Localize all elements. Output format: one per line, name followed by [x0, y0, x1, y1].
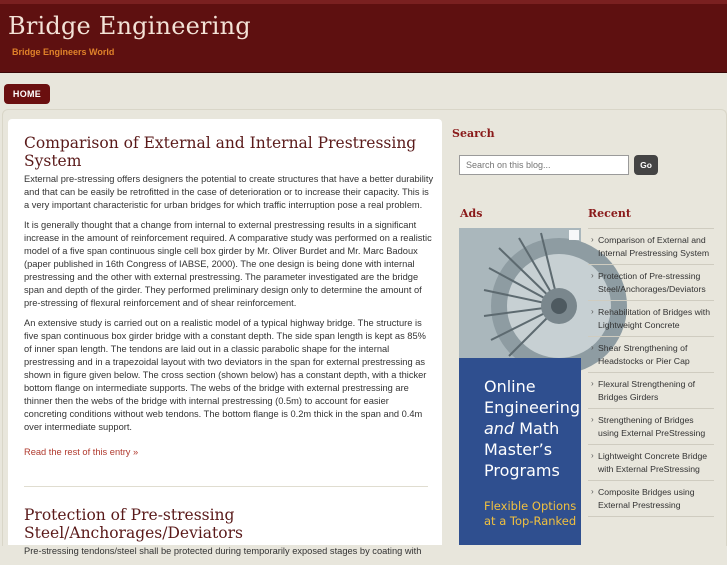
- read-more-link[interactable]: Read the rest of this entry »: [24, 447, 139, 457]
- search-heading: Search: [452, 127, 495, 140]
- bullet-icon: ›: [591, 271, 594, 280]
- recent-item[interactable]: › Rehabilitation of Bridges with Lightweight Concrete: [588, 301, 714, 337]
- ad-info-icon[interactable]: [569, 230, 579, 240]
- turbine-image: [459, 228, 581, 358]
- recent-item[interactable]: › Shear Strengthening of Headstocks or Pier Cap: [588, 337, 714, 373]
- header-band: [0, 0, 727, 4]
- nav-home-tab[interactable]: HOME: [4, 84, 50, 104]
- post-paragraph: Pre-stressing tendons/steel shall be protected during temporarily exposed stages by coating with: [24, 546, 422, 556]
- post: [24, 134, 434, 466]
- post-title[interactable]: Comparison of External and Internal Prestressing System: [24, 134, 417, 170]
- main-content: [8, 119, 442, 556]
- recent-item[interactable]: › Strengthening of Bridges using External PreStressing: [588, 409, 714, 445]
- nav-bar: [0, 73, 727, 109]
- ad-headline: Online Engineering and Math Master’s Programs: [484, 377, 580, 480]
- recent-item[interactable]: › Lightweight Concrete Bridge with External PreStressing: [588, 445, 714, 481]
- search-input[interactable]: [459, 155, 629, 175]
- recent-item[interactable]: › Composite Bridges using External Prestressing: [588, 481, 714, 517]
- site-header: [0, 0, 727, 73]
- post-title[interactable]: Protection of Pre-stressing Steel/Anchorages/Deviators: [24, 506, 243, 542]
- bullet-icon: ›: [591, 307, 594, 316]
- recent-item[interactable]: › Protection of Pre-stressing Steel/Anchorages/Deviators: [588, 265, 714, 301]
- recent-item[interactable]: › Flexural Strengthening of Bridges Girders: [588, 373, 714, 409]
- recent-heading: Recent: [588, 207, 631, 220]
- bullet-icon: ›: [591, 343, 594, 352]
- post-paragraph: External pre-stressing offers designers the potential to create structures that have a better durability and that can be easily be retrofitted in the case of deterioration or to increase their capacity. This is a very important characteristic for urban bridges for which traffic interruption pose a real problem.: [24, 174, 434, 210]
- bullet-icon: ›: [591, 451, 594, 460]
- site-title[interactable]: Bridge Engineering: [8, 12, 251, 40]
- post-paragraph: It is generally thought that a change from internal to external prestressing results in a significant increase in the amount of reinforcement required. A comparative study was performed on a realistic model of a five span continuous single cell box girder by Mr. Oliver Burdet and Mr. Marc Badoux (paper published in 16th Congress of IABSE, 2000). The one design is being done with internal prestressing and the other with external prestressing. The parameter investigated are the bridge span and depth of the girder. They performed preliminary design only to determine the amount of pre-stressing of flexural reinforcement and of shear reinforcement.: [24, 220, 432, 308]
- bullet-icon: ›: [591, 379, 594, 388]
- ads-heading: Ads: [460, 207, 483, 220]
- site-tagline: Bridge Engineers World: [12, 47, 115, 57]
- bullet-icon: ›: [591, 487, 594, 496]
- ad-banner[interactable]: [459, 228, 581, 545]
- recent-item[interactable]: › Comparison of External and Internal Prestressing System: [588, 228, 714, 265]
- post-divider: [24, 486, 428, 487]
- bullet-icon: ›: [591, 235, 594, 244]
- bullet-icon: ›: [591, 415, 594, 424]
- recent-list: [588, 228, 714, 517]
- post: [24, 506, 434, 565]
- search-button[interactable]: Go: [634, 155, 658, 175]
- post-paragraph: An extensive study is carried out on a realistic model of a typical highway bridge. The structure is five span continuous box girder bridge with a constant depth. The side span length is kept as 85% of inner span length. The tendons are laid out in a classic parabolic shape for the internal prestressing and in a trapezoidal layout with two deviators in the span for external prestressing as shown in figure given below. The cross section (shown below) has a constant depth, with a thicker bottom flange on intermediate supports. The webs of the bridge with external prestressing are thinner then the webs of the bridge with internal prestressing (0.5m) to account for easier concreting conditions without web tendons. The bottom flange is 0.2m thick in the span and 0.4m over intermediate support.: [24, 318, 427, 432]
- ad-subtext: Flexible Options at a Top-Ranked: [484, 499, 577, 528]
